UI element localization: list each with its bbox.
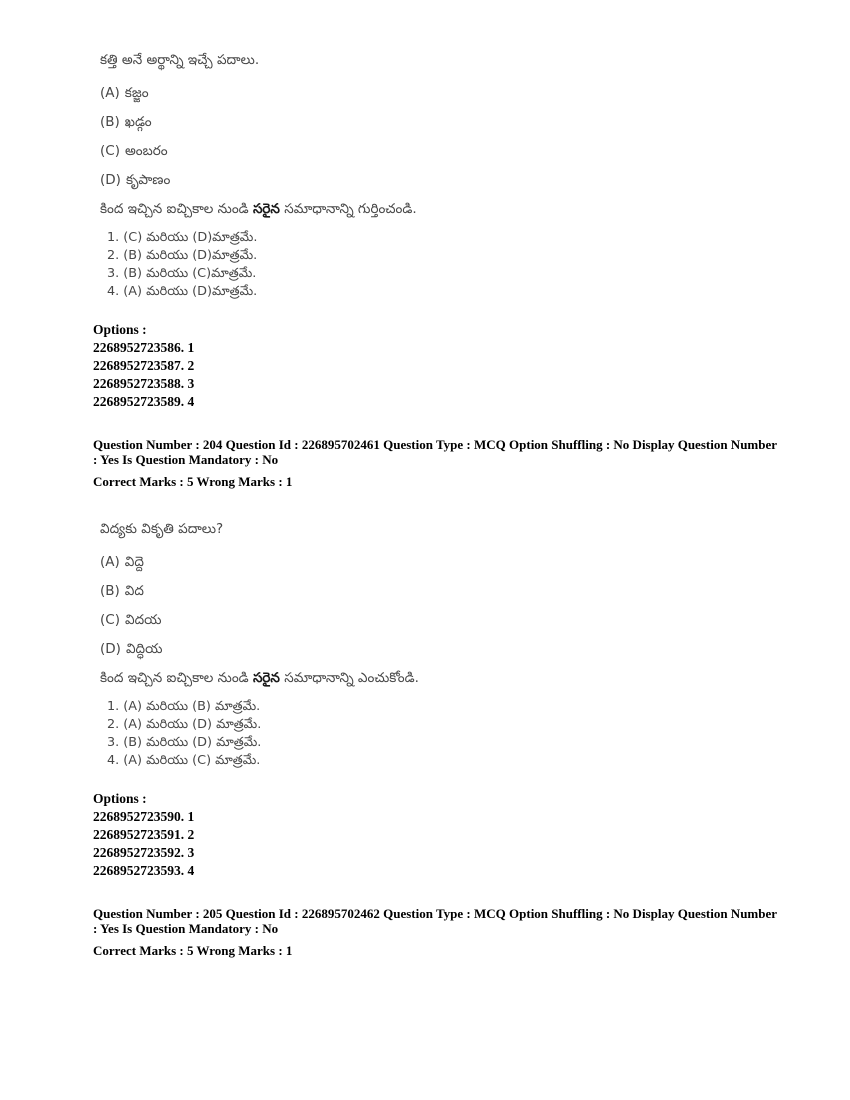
choice-a-label: (A)	[100, 85, 120, 101]
choice-a	[100, 554, 790, 571]
choice-d-text: కృపాణం	[125, 172, 171, 188]
choice-c-text: అంబరం	[124, 143, 168, 159]
instruction-prefix: కింద ఇచ్చిన ఐచ్చికాల నుండి	[100, 670, 253, 686]
option-id-4: 2268952723589. 4	[93, 394, 195, 409]
choice-a-text: కజ్జం	[124, 85, 149, 101]
choice-list	[93, 85, 790, 189]
choice-c	[100, 143, 790, 160]
choice-c	[100, 612, 790, 629]
question-block-204	[93, 52, 790, 489]
option-id-1: 2268952723590. 1	[93, 809, 195, 824]
choice-a-label: (A)	[100, 554, 120, 570]
numbered-answer-options	[107, 231, 790, 298]
answer-option-1: 1. (C) మరియు (D)మాత్రమే.	[107, 230, 258, 245]
options-heading: Options :	[93, 791, 147, 806]
choice-a	[100, 85, 790, 102]
choice-b-text: ఖడ్గం	[124, 114, 152, 130]
instruction-bold-word: సరైన	[252, 201, 280, 217]
answer-option-2: 2. (A) మరియు (D) మాత్రమే.	[107, 717, 262, 732]
option-id-3: 2268952723588. 3	[93, 376, 195, 391]
choice-b	[100, 114, 790, 131]
choice-c-text: విదయ	[124, 612, 162, 628]
answer-instruction	[100, 201, 790, 218]
answer-option-1: 1. (A) మరియు (B) మాత్రమే.	[107, 699, 261, 714]
question-meta: Question Number : 205 Question Id : 226895702462 Question Type : MCQ Option Shuffling : No Display Question Number : Yes Is Question Mandatory : No	[93, 905, 777, 936]
choice-b-label: (B)	[100, 583, 120, 599]
option-id-4: 2268952723593. 4	[93, 863, 195, 878]
question-marks: Correct Marks : 5 Wrong Marks : 1	[93, 942, 293, 958]
answer-option-2: 2. (B) మరియు (D)మాత్రమే.	[107, 248, 258, 263]
instruction-suffix: సమాధానాన్ని ఎంచుకోండి.	[279, 670, 419, 686]
choice-d-label: (D)	[100, 641, 121, 657]
answer-option-4: 4. (A) మరియు (D)మాత్రమే.	[107, 284, 258, 299]
options-heading: Options :	[93, 322, 147, 337]
answer-option-3: 3. (B) మరియు (D) మాత్రమే.	[107, 735, 262, 750]
choice-b-text: విద	[124, 583, 144, 599]
instruction-suffix: సమాధానాన్ని గుర్తించండి.	[279, 201, 417, 217]
choice-b	[100, 583, 790, 600]
answer-option-4: 4. (A) మరియు (C) మాత్రమే.	[107, 753, 261, 768]
numbered-answer-options	[107, 700, 790, 767]
choice-d-text: విద్ధియ	[125, 641, 163, 657]
option-id-1: 2268952723586. 1	[93, 340, 195, 355]
question-marks: Correct Marks : 5 Wrong Marks : 1	[93, 473, 293, 489]
option-id-3: 2268952723592. 3	[93, 845, 195, 860]
choice-d-label: (D)	[100, 172, 121, 188]
instruction-prefix: కింద ఇచ్చిన ఐచ్చికాల నుండి	[100, 201, 253, 217]
choice-c-label: (C)	[100, 612, 120, 628]
choice-b-label: (B)	[100, 114, 120, 130]
instruction-bold-word: సరైన	[252, 670, 280, 686]
choice-d	[100, 172, 790, 189]
answer-instruction	[100, 670, 790, 687]
choice-c-label: (C)	[100, 143, 120, 159]
answer-option-3: 3. (B) మరియు (C)మాత్రమే.	[107, 266, 257, 281]
question-prompt: కత్తి అనే అర్థాన్ని ఇచ్చే పదాలు.	[100, 52, 260, 68]
question-prompt: విద్యకు వికృతి పదాలు?	[100, 521, 224, 537]
option-id-2: 2268952723587. 2	[93, 358, 195, 373]
choice-list	[93, 554, 790, 658]
choice-d	[100, 641, 790, 658]
choice-a-text: విద్దె	[124, 554, 144, 570]
question-meta: Question Number : 204 Question Id : 226895702461 Question Type : MCQ Option Shuffling : No Display Question Number : Yes Is Question Mandatory : No	[93, 436, 777, 467]
option-id-2: 2268952723591. 2	[93, 827, 195, 842]
question-block-205	[93, 521, 790, 958]
